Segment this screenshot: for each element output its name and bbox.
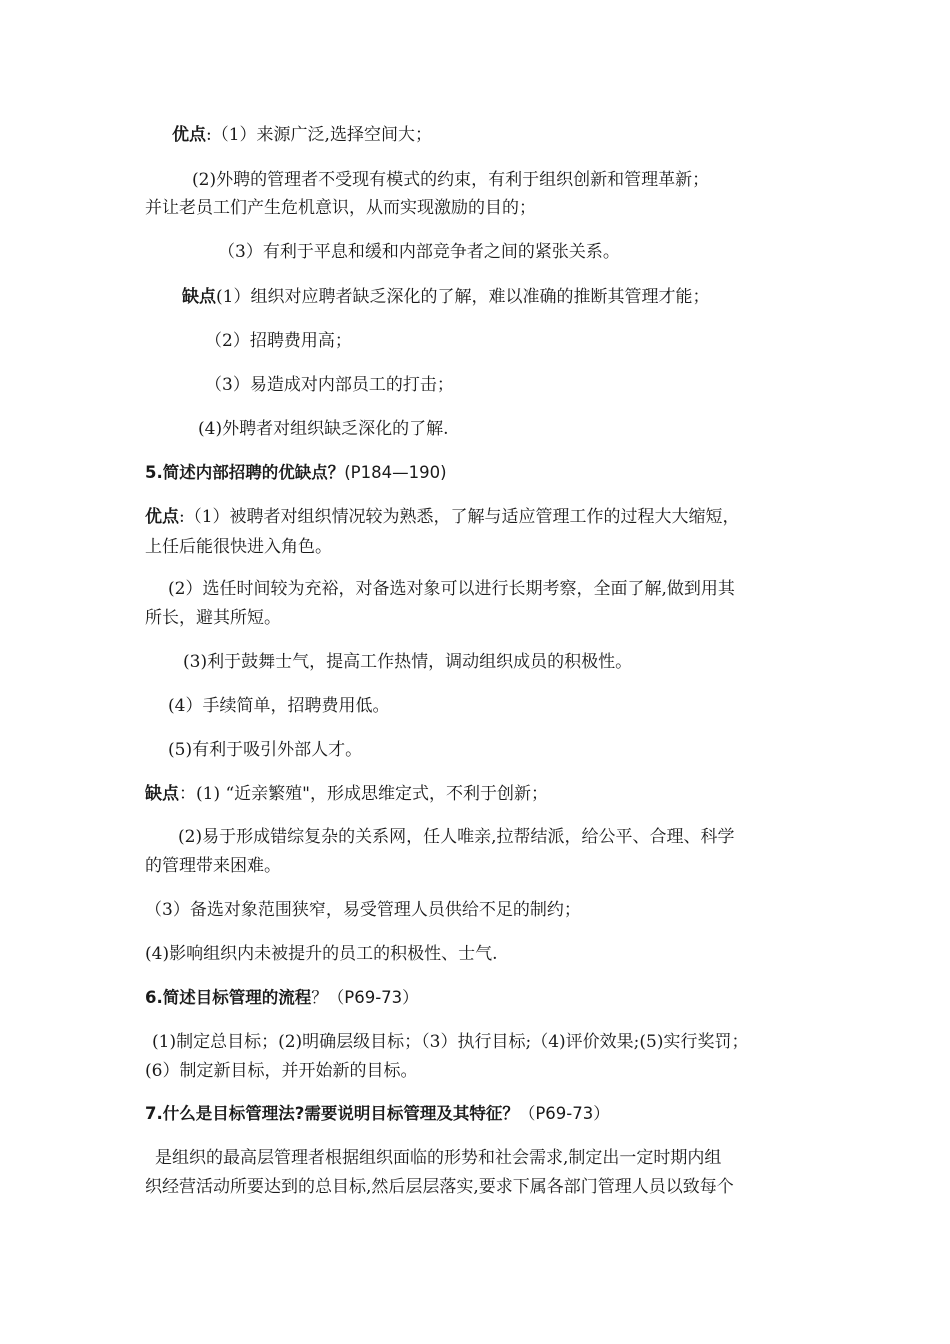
q5-cons-2-cont: 的管理带来困难。: [145, 856, 281, 876]
q6-body-cont: (6）制定新目标，并开始新的目标。: [145, 1061, 418, 1081]
q5-heading: 5.简述内部招聘的优缺点？(P184—190): [145, 463, 447, 482]
q7-body-cont: 织经营活动所要达到的总目标,然后层层落实,要求下属各部门管理人员以致每个: [145, 1177, 734, 1197]
cons-label: 缺点: [182, 287, 216, 307]
external-cons-2: （2）招聘费用高；: [205, 331, 352, 351]
external-cons-3: （3）易造成对内部员工的打击；: [205, 375, 454, 395]
q5-cons-3: （3）备选对象范围狭窄，易受管理人员供给不足的制约；: [145, 900, 581, 920]
pros-label: 优点: [145, 507, 179, 527]
external-pros-3: （3）有利于平息和缓和内部竞争者之间的紧张关系。: [218, 242, 620, 262]
q5-pros-4: (4）手续简单，招聘费用低。: [168, 696, 390, 716]
q5-pros-2-cont: 所长，避其所短。: [145, 608, 281, 628]
q6-heading: 6.简述目标管理的流程？（P69-73）: [145, 988, 419, 1007]
q5-pros-2: (2）选任时间较为充裕，对备选对象可以进行长期考察，全面了解,做到用其: [168, 579, 735, 599]
q7-body: 是组织的最高层管理者根据组织面临的形势和社会需求,制定出一定时期内组: [155, 1148, 722, 1168]
external-cons-1: 缺点(1）组织对应聘者缺乏深化的了解，难以准确的推断其管理才能；: [182, 287, 710, 307]
cons-label: 缺点: [145, 784, 179, 804]
q5-pros-5: (5)有利于吸引外部人才。: [168, 740, 363, 760]
q7-heading: 7.什么是目标管理法?需要说明目标管理及其特征？（P69-73）: [145, 1104, 610, 1123]
pros-label: 优点: [172, 125, 206, 145]
external-pros-2-cont: 并让老员工们产生危机意识，从而实现激励的目的；: [145, 198, 536, 218]
external-cons-4: (4)外聘者对组织缺乏深化的了解.: [198, 419, 449, 439]
q6-body: (1)制定总目标；(2)明确层级目标；（3）执行目标;（4)评价效果;(5)实行奖罚；: [152, 1032, 749, 1052]
q5-cons-1: 缺点：(1) “近亲繁殖"，形成思维定式，不利于创新；: [145, 784, 548, 804]
external-pros-2: (2)外聘的管理者不受现有模式的约束，有利于组织创新和管理革新；: [192, 170, 710, 190]
q5-pros-1-cont: 上任后能很快进入角色。: [145, 537, 332, 557]
external-pros-1: 优点:（1）来源广泛,选择空间大；: [172, 125, 432, 145]
q5-cons-4: (4)影响组织内未被提升的员工的积极性、士气.: [145, 944, 498, 964]
q5-cons-2: (2)易于形成错综复杂的关系网，任人唯亲,拉帮结派，给公平、合理、科学: [178, 827, 735, 847]
q5-pros-3: (3)利于鼓舞士气，提高工作热情，调动组织成员的积极性。: [183, 652, 633, 672]
q5-pros-1: 优点:（1）被聘者对组织情况较为熟悉，了解与适应管理工作的过程大大缩短，: [145, 507, 740, 527]
